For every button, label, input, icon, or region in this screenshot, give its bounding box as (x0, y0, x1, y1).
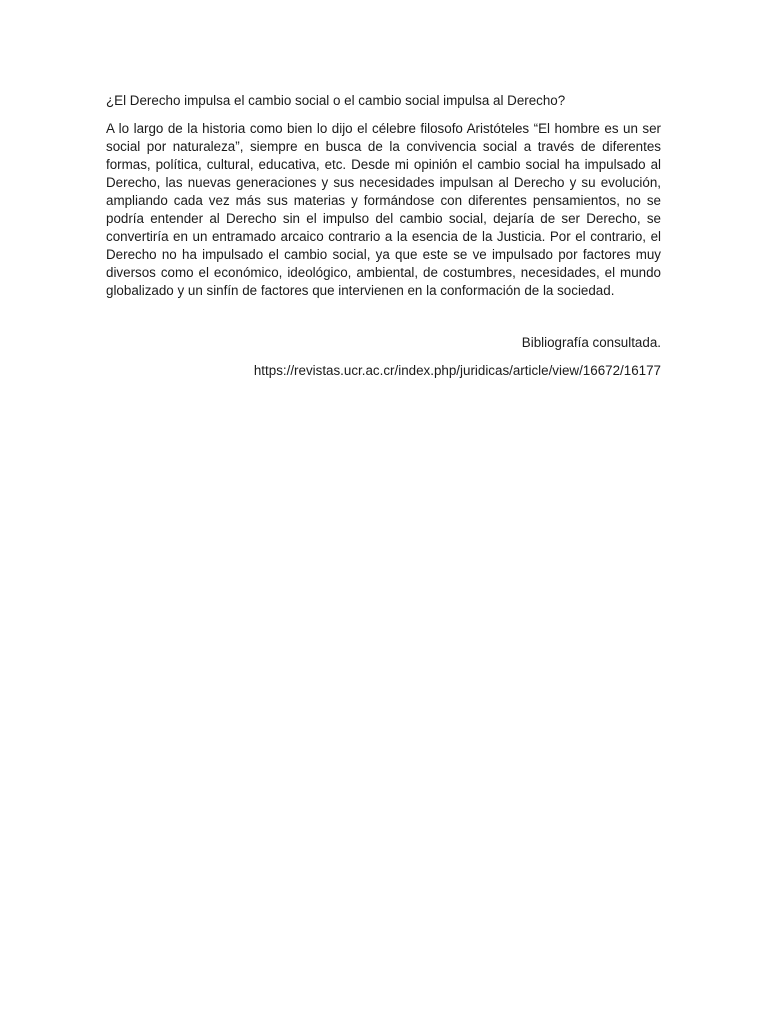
bibliography-link[interactable]: https://revistas.ucr.ac.cr/index.php/juridicas/article/view/16672/16177 (253, 363, 661, 378)
document-question: ¿El Derecho impulsa el cambio social o el cambio social impulsa al Derecho? (106, 93, 566, 108)
document-paragraph: A lo largo de la historia como bien lo dijo el célebre filosofo Aristóteles “El hombre es un ser social por naturaleza”, siempre en busca de la convivencia social a través de diferentes formas, política, cultural, educativa, etc. Desde mi opinión el cambio social ha impulsado al Derecho, las nuevas generaciones y sus necesidades impulsan al Derecho y su evolución, ampliando cada vez más sus materias y formándose con diferentes pensamientos, no se podría entender al Derecho sin el impulso del cambio social, dejaría de ser Derecho, se convertiría en un entramado arcaico contrario a la esencia de la Justicia. Por el contrario, el Derecho no ha impulsado el cambio social, ya que este se ve impulsado por factores muy diversos como el económico, ideológico, ambiental, de costumbres, necesidades, el mundo globalizado y un sinfín de factores que intervienen en la conformación de la sociedad. (106, 121, 661, 298)
bibliography-heading: Bibliografía consultada. (521, 335, 661, 350)
document-body (106, 92, 661, 380)
